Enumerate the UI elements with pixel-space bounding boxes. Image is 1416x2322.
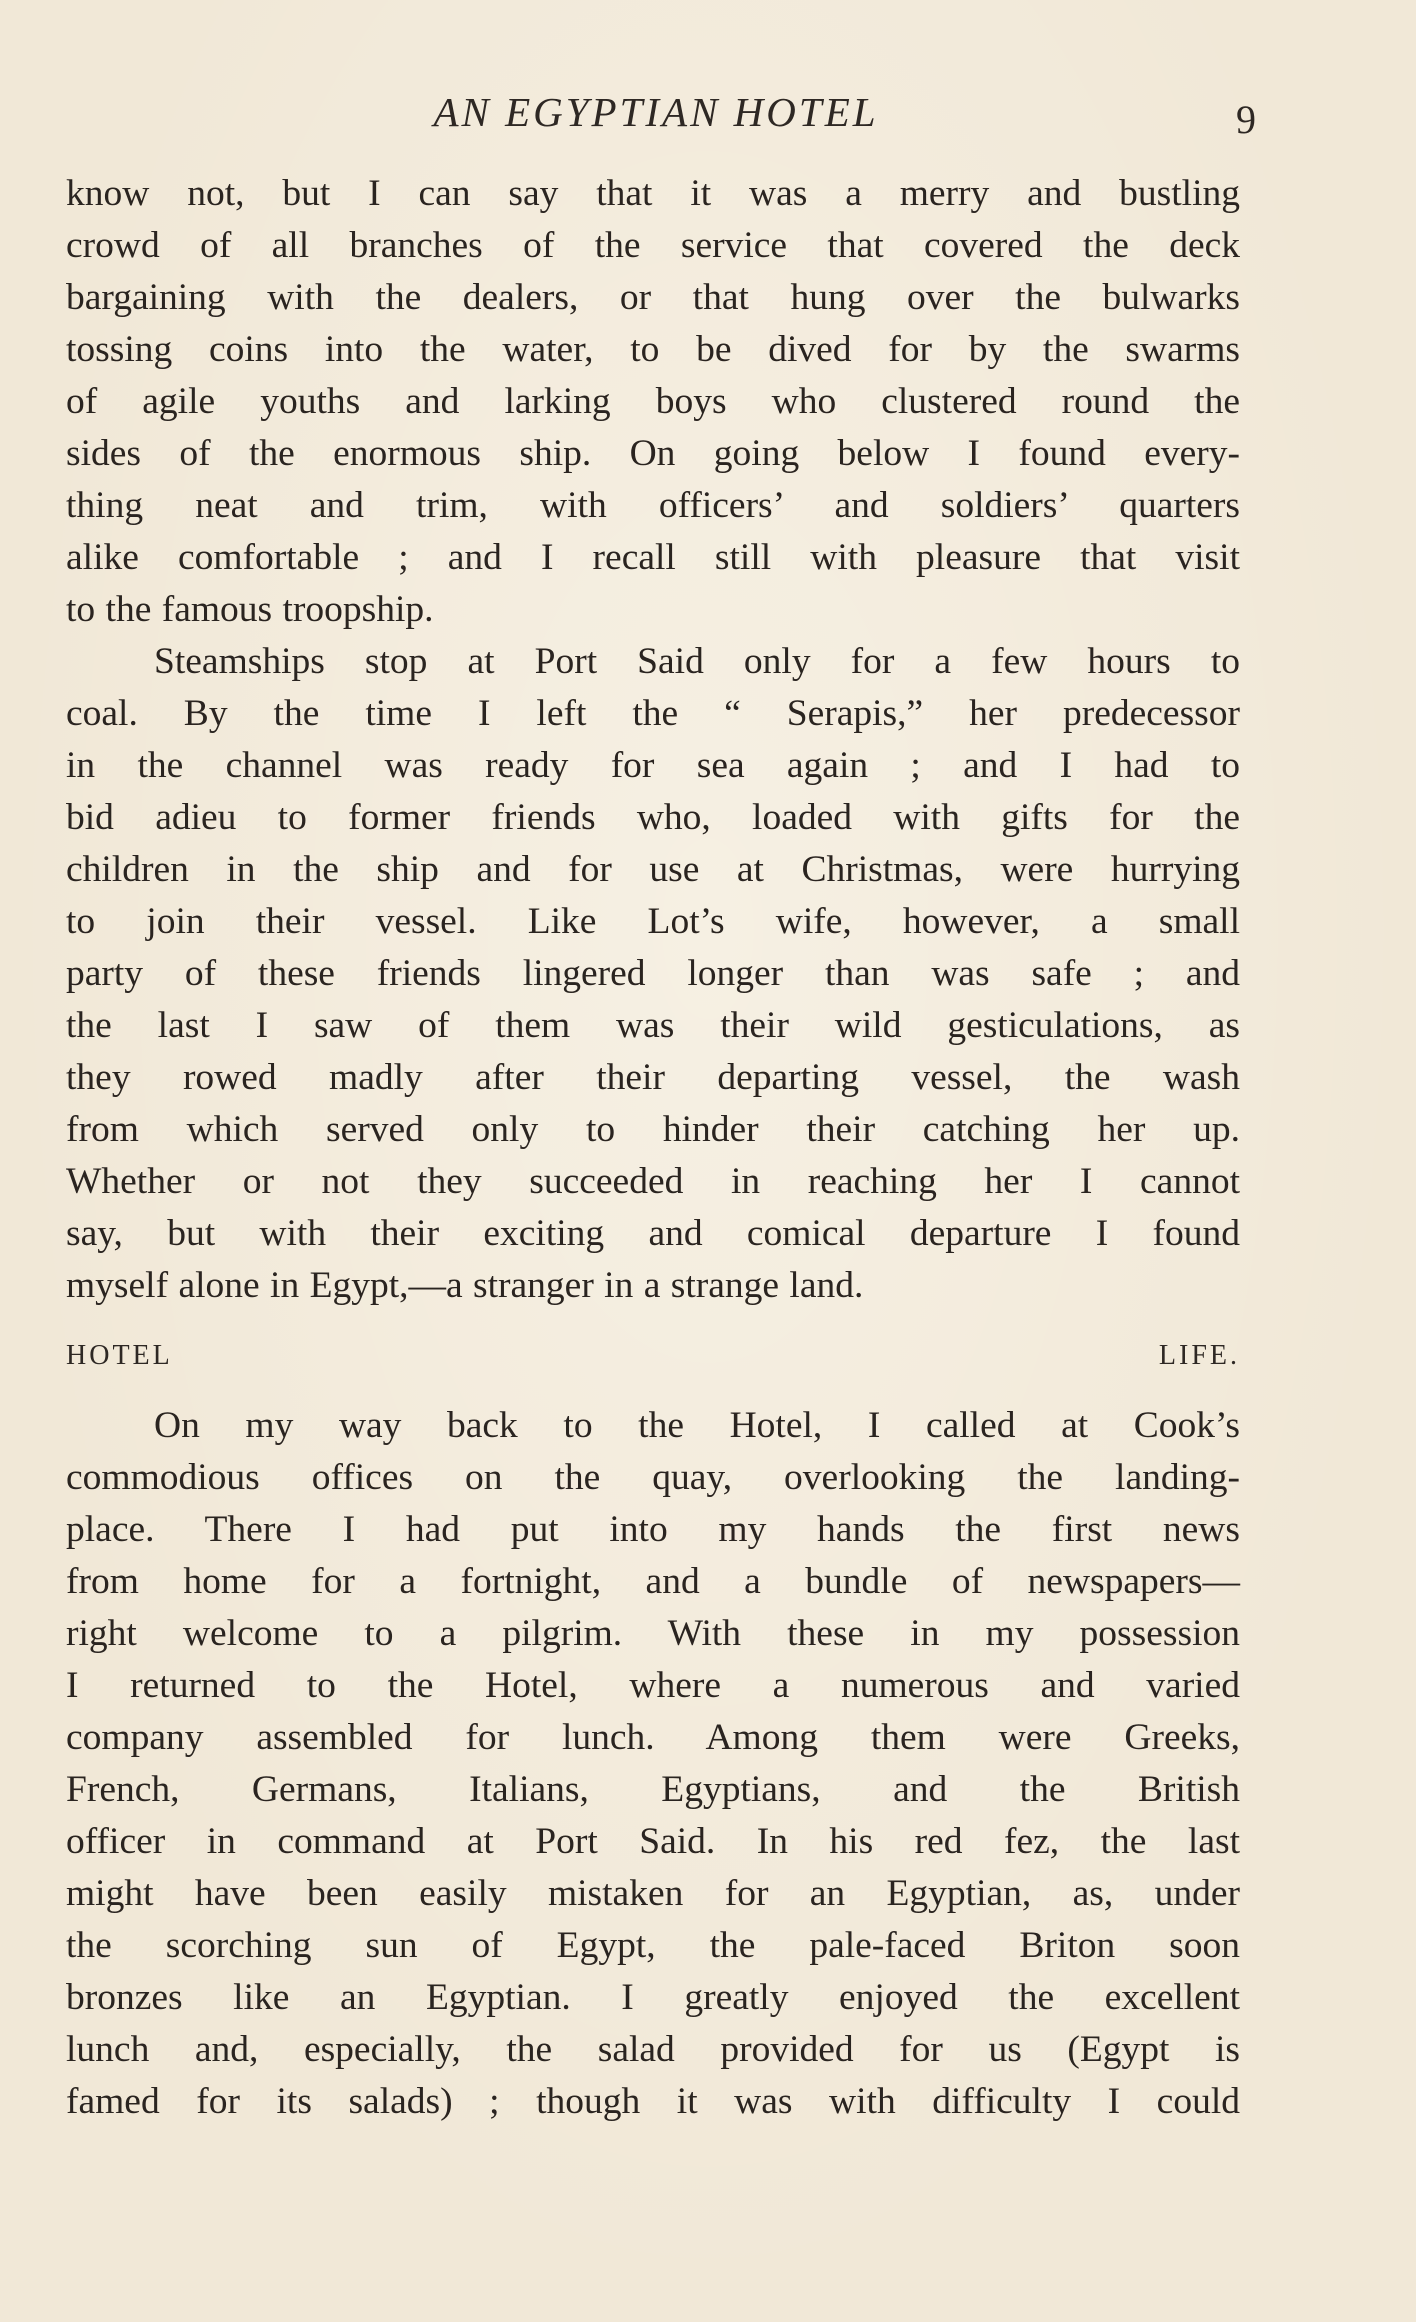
- text-line: bid adieu to former friends who, loaded with gifts for the: [66, 797, 1240, 838]
- running-title: AN EGYPTIAN HOTEL: [433, 89, 879, 135]
- text-line: might have been easily mistaken for an Egyptian, as, under: [66, 1873, 1240, 1914]
- text-line: say, but with their exciting and comical departure I found: [66, 1213, 1240, 1254]
- text-line: Whether or not they succeeded in reaching her I cannot: [66, 1161, 1240, 1202]
- text-line: crowd of all branches of the service that covered the deck: [66, 225, 1240, 266]
- text-line: of agile youths and larking boys who clustered round the: [66, 381, 1240, 422]
- paragraph-3: [66, 1400, 1240, 2128]
- paragraph-2: [66, 636, 1240, 1312]
- text-line: bargaining with the dealers, or that hung over the bulwarks: [66, 277, 1240, 318]
- text-line: thing neat and trim, with officers’ and soldiers’ quarters: [66, 485, 1240, 526]
- text-line: from home for a fortnight, and a bundle of newspapers—: [66, 1561, 1240, 1602]
- paragraph-1: [66, 168, 1240, 636]
- text-line: I returned to the Hotel, where a numerous and varied: [66, 1665, 1240, 1706]
- text-line: officer in command at Port Said. In his red fez, the last: [66, 1821, 1240, 1862]
- text-line: On my way back to the Hotel, I called at Cook’s: [154, 1405, 1240, 1446]
- text-line: to the famous troopship.: [66, 589, 434, 630]
- text-line: bronzes like an Egyptian. I greatly enjoyed the excellent: [66, 1977, 1240, 2018]
- page-number: 9: [1236, 97, 1256, 142]
- text-line: right welcome to a pilgrim. With these in my possession: [66, 1613, 1240, 1654]
- text-line: Steamships stop at Port Said only for a few hours to: [154, 641, 1240, 682]
- text-line: coal. By the time I left the “ Serapis,” her predecessor: [66, 693, 1240, 734]
- text-line: know not, but I can say that it was a merry and bustling: [66, 173, 1240, 214]
- text-line: alike comfortable ; and I recall still with pleasure that visit: [66, 537, 1240, 578]
- text-line: company assembled for lunch. Among them were Greeks,: [66, 1717, 1240, 1758]
- text-line: myself alone in Egypt,—a stranger in a strange land.: [66, 1265, 864, 1306]
- text-line: lunch and, especially, the salad provided for us (Egypt is: [66, 2029, 1240, 2070]
- text-line: children in the ship and for use at Christmas, were hurrying: [66, 849, 1240, 890]
- text-line: they rowed madly after their departing vessel, the wash: [66, 1057, 1240, 1098]
- text-line: sides of the enormous ship. On going below I found every-: [66, 433, 1240, 474]
- text-line: to join their vessel. Like Lot’s wife, however, a small: [66, 901, 1240, 942]
- text-line: in the channel was ready for sea again ; and I had to: [66, 745, 1240, 786]
- text-line: place. There I had put into my hands the first news: [66, 1509, 1240, 1550]
- section-heading: HOTEL LIFE.: [66, 1340, 1240, 1371]
- text-line: the last I saw of them was their wild gesticulations, as: [66, 1005, 1240, 1046]
- text-line: famed for its salads) ; though it was with difficulty I could: [66, 2081, 1240, 2122]
- text-line: commodious offices on the quay, overlooking the landing-: [66, 1457, 1240, 1498]
- text-line: tossing coins into the water, to be dived for by the swarms: [66, 329, 1240, 370]
- text-line: party of these friends lingered longer than was safe ; and: [66, 953, 1240, 994]
- text-line: the scorching sun of Egypt, the pale-faced Briton soon: [66, 1925, 1240, 1966]
- body-text: [66, 168, 1240, 2128]
- text-line: from which served only to hinder their catching her up.: [66, 1109, 1240, 1150]
- text-line: French, Germans, Italians, Egyptians, and the British: [66, 1769, 1240, 1810]
- running-head: [66, 88, 1256, 148]
